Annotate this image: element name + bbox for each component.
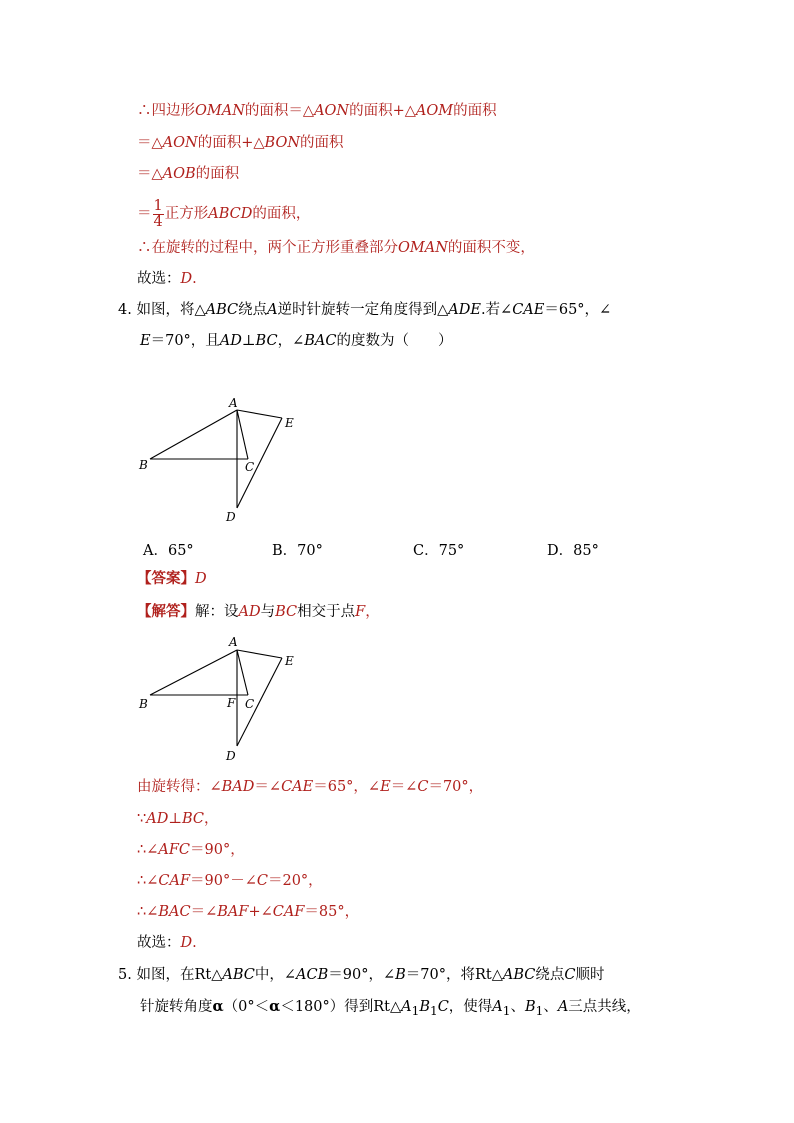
segment-DE (237, 418, 282, 508)
text: 的面积+△ (197, 135, 265, 151)
option-d[interactable]: D．85° (547, 543, 599, 559)
text: . (192, 271, 197, 287)
answer-value: D (195, 571, 207, 587)
alpha-symbol: α (269, 998, 281, 1015)
text: 的面积 (195, 166, 240, 182)
var: C (437, 999, 449, 1015)
label-E: E (285, 654, 294, 668)
text: ，∠ (277, 333, 305, 349)
text: ＝70°，且 (150, 333, 220, 349)
var: BC (255, 333, 278, 349)
text: Rt△ (373, 999, 402, 1015)
var: A (492, 999, 503, 1015)
var: ADE (448, 302, 481, 318)
text: ＜180°）得到 (280, 999, 374, 1015)
solution-step-4 (137, 871, 323, 891)
text: 逆时针旋转一定角度得到△ (277, 302, 449, 318)
solution-intro (137, 602, 380, 622)
text: ＝70°，将 (405, 967, 475, 983)
var: AD (146, 811, 169, 827)
text: ，使得 (448, 999, 493, 1015)
fraction-denominator: 4 (153, 213, 163, 230)
label-F: F (227, 696, 236, 710)
solution-label: 【解答】 (137, 603, 195, 620)
subscript: 1 (411, 1003, 420, 1018)
var: B (395, 967, 406, 983)
text: ＝65°，∠ (313, 779, 381, 795)
answer-label: 【答案】 (137, 570, 195, 587)
var: B (419, 999, 430, 1015)
var: AD (238, 604, 261, 620)
text: ＝20°， (267, 873, 323, 889)
text: 相交于点 (297, 604, 356, 620)
segment-AC (237, 650, 248, 695)
subscript: 1 (535, 1003, 544, 1018)
text: ＝∠ (190, 904, 218, 920)
q5-line-1 (118, 965, 604, 985)
fraction-numerator: 1 (153, 197, 163, 214)
text: ∵ (137, 811, 147, 827)
solution-line-4 (137, 197, 310, 231)
solution-line-2 (137, 133, 344, 153)
var: D (180, 271, 193, 287)
var: E (380, 779, 391, 795)
option-b[interactable]: B．70° (272, 543, 323, 559)
solution-step-2 (137, 809, 219, 829)
solution-line-3 (137, 164, 239, 184)
text: ∴∠ (137, 842, 159, 858)
text: . (192, 935, 197, 951)
subscript: 1 (502, 1003, 511, 1018)
var: ABC (205, 302, 239, 318)
text: ， (365, 604, 380, 620)
text: 与 (260, 604, 276, 620)
label-E: E (285, 416, 294, 430)
label-A: A (229, 396, 238, 410)
var: BON (264, 135, 301, 151)
label-C: C (245, 460, 255, 474)
var: AON (314, 103, 350, 119)
segment-AC (237, 410, 248, 459)
var: E (140, 333, 151, 349)
text: 的面积＝△ (244, 103, 315, 119)
q4-solution-figure (130, 628, 310, 768)
var: AFC (158, 842, 191, 858)
var: F (355, 604, 366, 620)
text: ＝85°， (304, 904, 360, 920)
var: A (557, 999, 569, 1015)
text: 故选： (137, 935, 181, 951)
text: ＝ (137, 206, 152, 222)
segment-AB (150, 410, 237, 459)
text: 、 (543, 999, 558, 1015)
subscript: 1 (430, 1003, 438, 1018)
text: ＝∠ (254, 779, 282, 795)
text: 的面积+△ (349, 103, 416, 119)
label-B: B (139, 458, 148, 472)
var: ACB (296, 967, 329, 983)
text: ⊥ (168, 811, 182, 827)
question-number: 4. (118, 302, 132, 318)
var: CAF (272, 904, 305, 920)
text: 解：设 (195, 604, 239, 620)
text: 三点共线， (568, 999, 641, 1015)
var: BC (275, 604, 298, 620)
text: 的面积， (252, 206, 311, 222)
alpha-symbol: α (212, 998, 224, 1015)
text: ＝70°， (428, 779, 484, 795)
var: AOM (415, 103, 454, 119)
question-number: 5. (118, 967, 132, 983)
q4-line-2 (140, 331, 452, 351)
segment-AB (150, 650, 237, 695)
var: A (267, 302, 278, 318)
option-a[interactable]: A．65° (143, 543, 194, 559)
var: B (524, 999, 536, 1015)
text: Rt△ (194, 967, 223, 983)
text: ∴四边形 (137, 103, 195, 119)
text: ＝△ (137, 166, 163, 182)
text: 如图，将△ (136, 302, 206, 318)
text: 顺时 (575, 967, 605, 983)
option-c[interactable]: C．75° (413, 543, 465, 559)
var: C (417, 779, 429, 795)
text: ＝∠ (390, 779, 418, 795)
text: 的面积 (453, 103, 497, 119)
text: ∴∠ (137, 904, 159, 920)
answer-line (137, 569, 207, 589)
text: ＝90°，∠ (328, 967, 396, 983)
var: CAE (281, 779, 314, 795)
var: C (256, 873, 268, 889)
solution-step-1 (137, 777, 483, 797)
label-D: D (226, 510, 236, 524)
text: ⊥ (241, 333, 256, 349)
segment-DE (237, 658, 282, 746)
text: （0°＜ (223, 999, 270, 1015)
text: 故选： (137, 271, 181, 287)
var: AON (162, 135, 198, 151)
text: ＝65°，∠ (544, 302, 612, 318)
var: BAC (158, 904, 191, 920)
solution-step-5 (137, 902, 359, 922)
var: BAC (304, 333, 337, 349)
text: ＝90°－∠ (190, 873, 257, 889)
var: D (180, 935, 193, 951)
var: OMAN (398, 240, 448, 256)
text: .若∠ (480, 302, 513, 318)
text: ＝△ (137, 135, 163, 151)
text: 由旋转得：∠ (137, 779, 222, 795)
var: C (564, 967, 576, 983)
text: 、 (510, 999, 525, 1015)
text: ， (204, 811, 219, 827)
segment-AE (237, 410, 282, 418)
text: 的度数为（ ） (336, 333, 453, 349)
text: 绕点 (238, 302, 268, 318)
text: 如图，在 (136, 967, 195, 983)
var: BAD (221, 779, 255, 795)
solution-line-6 (137, 269, 197, 289)
segment-AE (237, 650, 282, 658)
var: BAF (217, 904, 249, 920)
var: BC (181, 811, 205, 827)
solution-step-6 (137, 933, 197, 953)
label-A: A (229, 635, 238, 649)
text: 绕点 (535, 967, 565, 983)
q4-line-1 (118, 300, 611, 320)
text: 针旋转角度 (140, 999, 213, 1015)
var: OMAN (195, 103, 245, 119)
label-C: C (245, 697, 255, 711)
var: ABC (222, 967, 255, 983)
solution-line-5 (137, 238, 535, 258)
solution-step-3 (137, 840, 245, 860)
text: ＝90°， (190, 842, 245, 858)
text: 正方形 (164, 206, 209, 222)
q4-figure (130, 390, 310, 530)
text: Rt△ (474, 967, 503, 983)
text: +∠ (248, 904, 273, 920)
text: ∴在旋转的过程中，两个正方形重叠部分 (137, 240, 398, 256)
label-D: D (226, 749, 236, 763)
var: AD (219, 333, 242, 349)
label-B: B (139, 697, 148, 711)
var: A (401, 999, 412, 1015)
text: 的面积 (300, 135, 344, 151)
text: 的面积不变， (447, 240, 535, 256)
q5-line-2 (140, 997, 641, 1021)
var: AOB (162, 166, 196, 182)
solution-line-1 (137, 101, 497, 121)
var: CAE (512, 302, 545, 318)
var: CAF (158, 873, 191, 889)
text: 中，∠ (254, 967, 297, 983)
fraction (153, 199, 164, 230)
text: ∴∠ (137, 873, 159, 889)
var: ABC (502, 967, 536, 983)
var: ABCD (208, 206, 253, 222)
